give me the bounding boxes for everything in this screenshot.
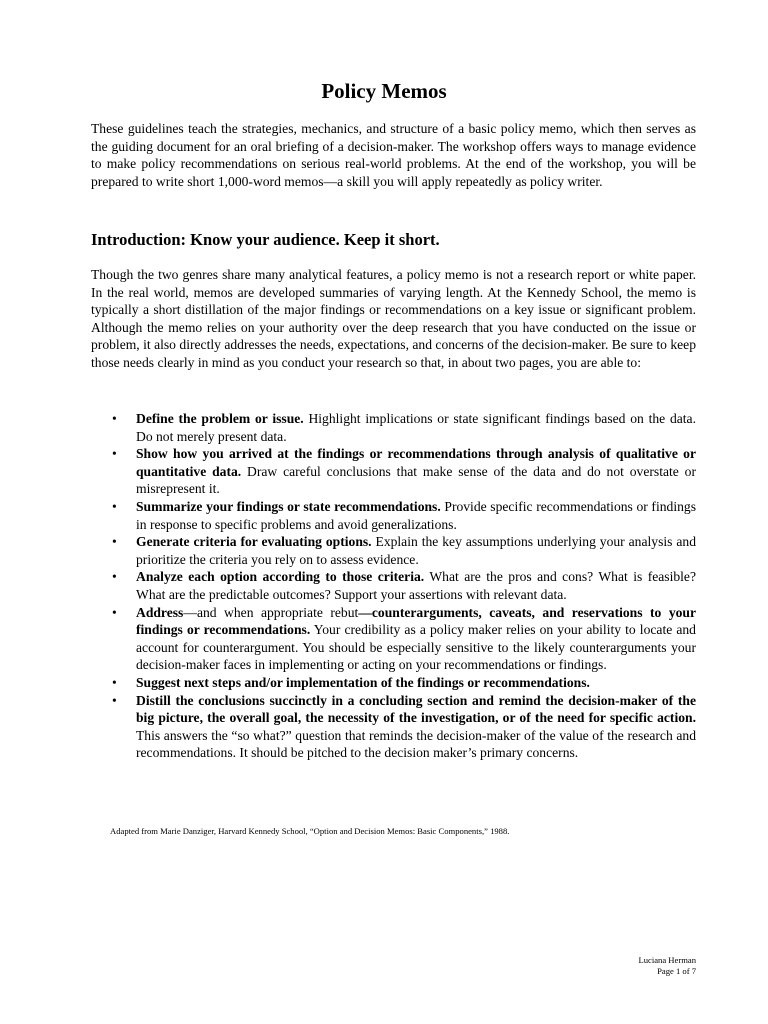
- list-item-lead: Distill the conclusions succinctly in a concluding section and remind the decision-maker of the big picture, the overall goal, the necessity of the investigation, or of the need for specific action.: [136, 692, 696, 726]
- list-item-text: This answers the “so what?” question that reminds the decision-maker of the value of the research and recommendations. It should be pitched to the decision maker’s primary concerns.: [136, 727, 696, 761]
- guideline-list: [110, 410, 696, 762]
- list-item-text: Draw careful conclusions that make sense of the data and do not overstate or misrepresent it.: [136, 463, 696, 497]
- list-item-lead: Generate criteria for evaluating options.: [136, 534, 372, 550]
- list-item: [110, 674, 696, 692]
- source-footnote: Adapted from Marie Danziger, Harvard Kennedy School, “Option and Decision Memos: Basic Components,” 1988.: [110, 826, 510, 836]
- list-item: [110, 692, 696, 762]
- list-item: [110, 533, 696, 568]
- section-body-paragraph: Though the two genres share many analytical features, a policy memo is not a research report or white paper. In the real world, memos are developed summaries of varying length. At the Kennedy School, the memo is typically a short distillation of the major findings or recommendations on a key issue or significant problem. Although the memo relies on your authority over the deep research that you have conducted on the issue or problem, it also directly addresses the needs, expectations, and concerns of the decision-maker. Be sure to keep those needs clearly in mind as you conduct your research so that, in about two pages, you are able to:: [91, 267, 696, 370]
- list-item: [110, 568, 696, 603]
- footer-author: Luciana Herman: [638, 955, 696, 965]
- list-item-text: Provide specific recommendations or findings in response to specific problems and avoid generalizations.: [136, 498, 696, 532]
- page-footer: [560, 955, 696, 977]
- intro-paragraph: These guidelines teach the strategies, mechanics, and structure of a basic policy memo, which then serves as the guiding document for an oral briefing of a decision-maker. The workshop offers ways to manage evidence to make policy recommendations on serious real-world problems. At the end of the workshop, you will be prepared to write short 1,000-word memos—a skill you will apply repeatedly as policy writer.: [91, 121, 696, 189]
- list-item-text: Your credibility as a policy maker relies on your ability to locate and account for counterargument. You should be especially sensitive to the likely counterarguments your decision-maker faces in implementing or acting on your recommendations or findings.: [136, 622, 696, 673]
- list-item-lead: Suggest next steps and/or implementation of the findings or recommendations.: [136, 674, 590, 690]
- bullet-icon: •: [112, 692, 117, 708]
- list-item: [110, 498, 696, 533]
- list-item-lead: Summarize your findings or state recommendations.: [136, 498, 441, 514]
- list-item-text: Explain the key assumptions underlying your analysis and prioritize the criteria you rely on to assess evidence.: [136, 534, 696, 567]
- document-title: Policy Memos: [321, 79, 447, 103]
- bullet-icon: •: [112, 446, 117, 462]
- list-item-text: Highlight implications or state significant findings based on the data. Do not merely present data.: [136, 411, 696, 444]
- bullet-icon: •: [112, 569, 117, 585]
- list-item-lead: Show how you arrived at the findings or recommendations through analysis of qualitative or quantitative data.: [136, 446, 696, 479]
- list-item-lead-continued: —counterarguments, caveats, and reservations to your findings or recommendations.: [136, 604, 697, 638]
- bullet-icon: •: [112, 604, 117, 620]
- list-item: [110, 410, 696, 445]
- footer-page-number: Page 1 of 7: [657, 966, 696, 976]
- bullet-icon: •: [112, 674, 117, 690]
- bullet-icon: •: [112, 411, 117, 426]
- bullet-icon: •: [112, 498, 117, 514]
- list-item: [110, 604, 696, 674]
- bullet-icon: •: [112, 534, 117, 550]
- list-item-lead: Define the problem or issue.: [136, 411, 304, 426]
- section-heading: Introduction: Know your audience. Keep it short.: [91, 230, 440, 249]
- list-item-text: What are the pros and cons? What is feasible? What are the predictable outcomes? Support your assertions with relevant data.: [136, 569, 696, 602]
- list-item-aside: —and when appropriate rebut: [183, 604, 359, 620]
- list-item-lead: Address: [136, 604, 184, 620]
- list-item: [110, 445, 696, 498]
- list-item-lead: Analyze each option according to those criteria.: [136, 569, 425, 585]
